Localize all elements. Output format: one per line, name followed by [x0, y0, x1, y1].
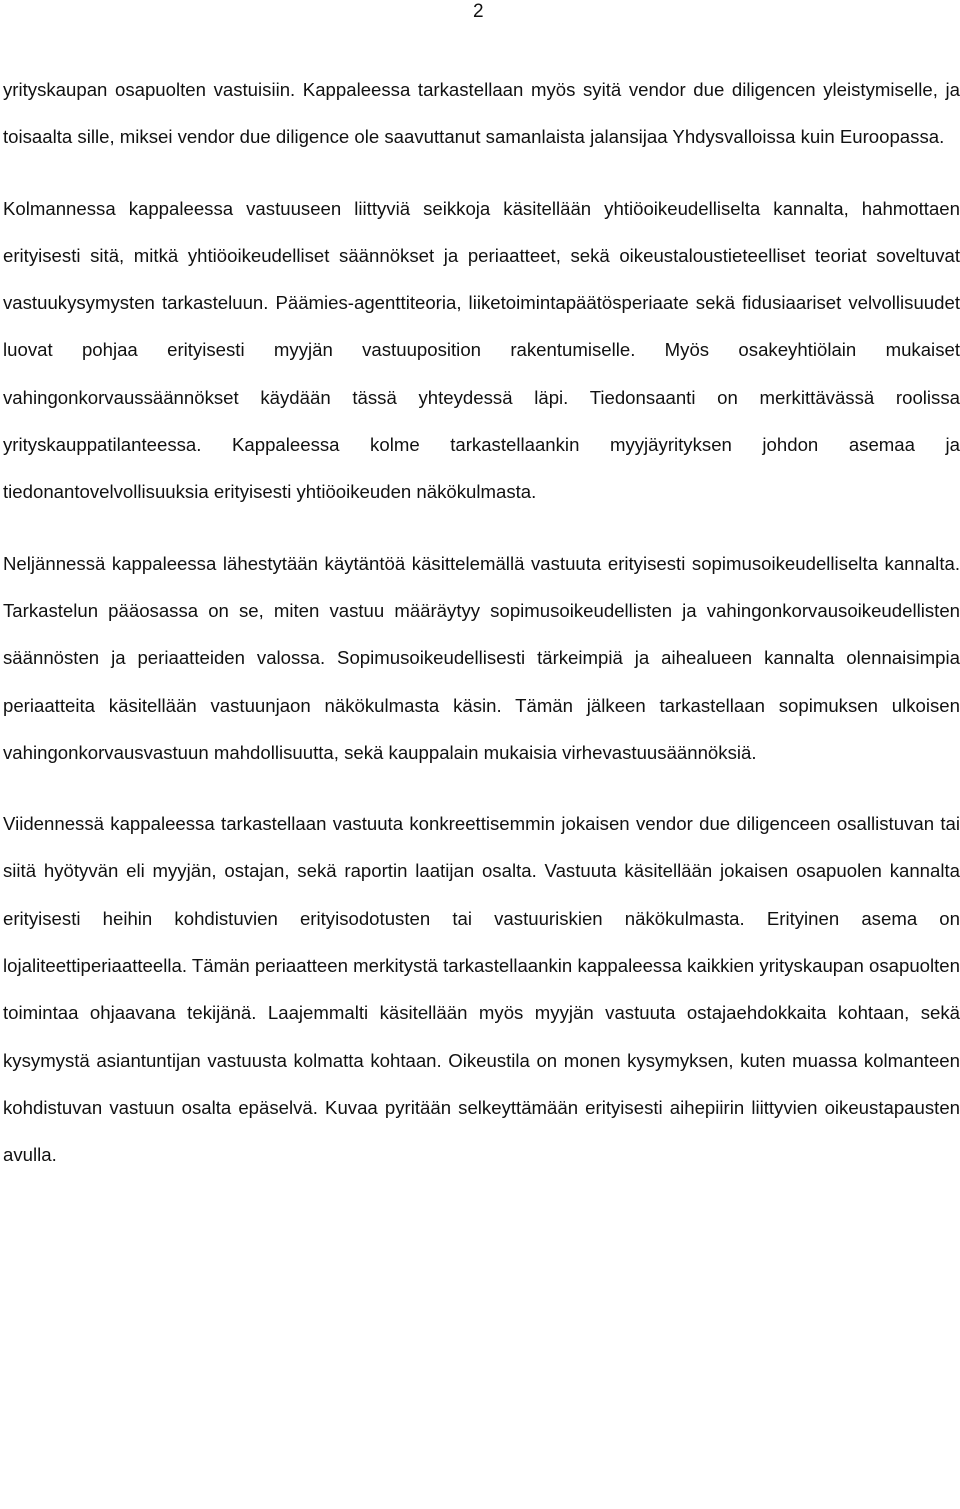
paragraph-chapter-three: Kolmannessa kappaleessa vastuuseen liittyviä seikkoja käsitellään yhtiöoikeudelliselta kannalta, hahmottaen erityisesti sitä, mitkä yhtiöoikeudelliset säännökset ja periaatteet, sekä oikeustaloustieteelliset teoriat soveltuvat vastuukysymysten tarkasteluun. Päämies-agenttiteoria, liiketoimintapäätösperiaate sekä fidusiaariset velvollisuudet luovat pohjaa erityisesti myyjän vastuuposition rakentumiselle. Myös osakeyhtiölain mukaiset vahingonkorvaussäännökset käydään tässä yhteydessä läpi. Tiedonsaanti on merkittävässä roolissa yrityskauppatilanteessa. Kappaleessa kolme tarkastellaankin myyjäyrityksen johdon asemaa ja tiedonantovelvollisuuksia erityisesti yhtiöoikeuden näkökulmasta. [3, 197, 960, 503]
paragraph-chapter-five: Viidennessä kappaleessa tarkastellaan vastuuta konkreettisemmin jokaisen vendor due diligenceen osallistuvan tai siitä hyötyvän eli myyjän, ostajan, sekä raportin laatijan osalta. Vastuuta käsitellään jokaisen osapuolen kannalta erityisesti heihin kohdistuvien erityisodotusten tai vastuuriskien näkökulmasta. Erityinen asema on lojaliteettiperiaatteella. Tämän periaatteen merkitystä tarkastellaankin kappaleessa kaikkien yrityskaupan osapuolten toimintaa ohjaavana tekijänä. Laajemmalti käsitellään myös myyjän vastuuta ostajaehdokkaita kohtaan, sekä kysymystä asiantuntijan vastuusta kolmatta kohtaan. Oikeustila on monen kysymyksen, kuten muassa kolmanteen kohdistuvan vastuun osalta epäselvä. Kuvaa pyritään selkeyttämään erityisesti aihepiirin liittyvien oikeustapausten avulla. [3, 813, 960, 1166]
document-body [3, 66, 960, 1179]
paragraph-intro-continued: yrityskaupan osapuolten vastuisiin. Kappaleessa tarkastellaan myös syitä vendor due diligencen yleistymiselle, ja toisaalta sille, miksei vendor due diligence ole saavuttanut samanlaista jalansijaa Yhdysvalloissa kuin Euroopassa. [3, 79, 960, 148]
page-number: 2 [473, 1, 484, 22]
paragraph-chapter-four: Neljännessä kappaleessa lähestytään käytäntöä käsittelemällä vastuuta erityisesti sopimusoikeudelliselta kannalta. Tarkastelun pääosassa on se, miten vastuu määräytyy sopimusoikeudellisten ja vahingonkorvausoikeudellisten säännösten ja periaatteiden valossa. Sopimusoikeudellisesti tärkeimpiä ja aihealueen kannalta olennaisimpia periaatteita käsitellään vastuunjaon näkökulmasta käsin. Tämän jälkeen tarkastellaan sopimuksen ulkoisen vahingonkorvausvastuun mahdollisuutta, sekä kauppalain mukaisia virhevastuusäännöksiä. [3, 552, 960, 763]
